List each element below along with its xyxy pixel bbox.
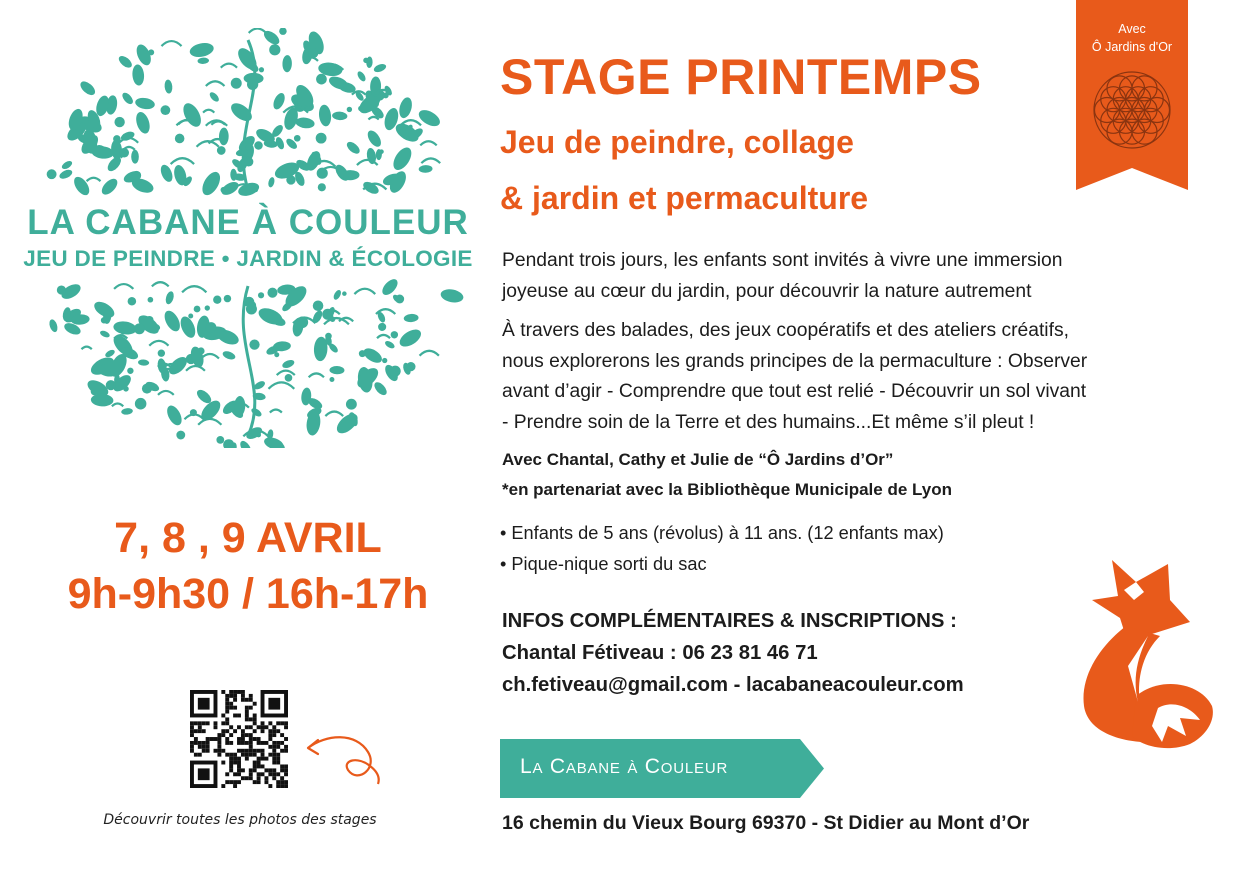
event-days: 7, 8 , 9 AVRIL — [114, 514, 382, 562]
partnership-line: *en partenariat avec la Bibliothèque Municipale de Lyon — [502, 480, 952, 499]
credits-line: Avec Chantal, Cathy et Julie de “Ô Jardins d’Or” — [502, 450, 894, 469]
intro-line: Pendant trois jours, les enfants sont invités à vivre une immersion — [502, 250, 1063, 271]
event-dates — [0, 510, 496, 622]
banner-label: La Cabane à Couleur — [520, 755, 729, 778]
page-title: STAGE PRINTEMPS — [500, 49, 982, 105]
program-line: nous explorerons les grands principes de la permaculture : Observer — [502, 350, 1088, 372]
fox-icon — [1040, 556, 1216, 752]
program-line: - Prendre soin de la Terre et des humains...Et même s’il pleut ! — [502, 411, 1035, 433]
list-item: • Pique-nique sorti du sac — [500, 554, 707, 574]
brand-title: LA CABANE À COULEUR — [27, 203, 469, 242]
page-subtitle — [500, 114, 868, 226]
brand-subtitle: JEU DE PEINDRE • JARDIN & ÉCOLOGIE — [23, 246, 473, 271]
qr-caption: Découvrir toutes les photos des stages — [103, 812, 377, 828]
program-paragraph — [502, 316, 1202, 438]
ribbon-line2: Ô Jardins d'Or — [1091, 40, 1173, 54]
contact-phone[interactable]: Chantal Fétiveau : 06 23 81 46 71 — [502, 642, 818, 664]
contact-web[interactable]: ch.fetiveau@gmail.com - lacabaneacouleur.com — [502, 674, 964, 696]
curly-arrow-icon — [296, 726, 386, 786]
qr-code-icon[interactable] — [190, 690, 288, 788]
subtitle-line1: Jeu de peindre, collage — [500, 124, 854, 160]
intro-paragraph — [502, 246, 1202, 307]
infos-heading: INFOS COMPLÉMENTAIRES & INSCRIPTIONS : — [502, 610, 957, 632]
address: 16 chemin du Vieux Bourg 69370 - St Didier au Mont d’Or — [502, 812, 1030, 834]
program-line: À travers des balades, des jeux coopératifs et des ateliers créatifs, — [502, 320, 1069, 341]
ribbon-line1: Avec — [1118, 22, 1146, 36]
intro-line: joyeuse au cœur du jardin, pour découvrir la nature autrement — [502, 280, 1032, 302]
list-item: • Enfants de 5 ans (révolus) à 11 ans. (12 enfants max) — [500, 523, 944, 543]
subtitle-line2: & jardin et permaculture — [500, 180, 869, 216]
program-line: avant d’agir - Comprendre que tout est relié - Découvrir un sol vivant — [502, 381, 1087, 402]
event-hours: 9h-9h30 / 16h-17h — [67, 570, 429, 618]
